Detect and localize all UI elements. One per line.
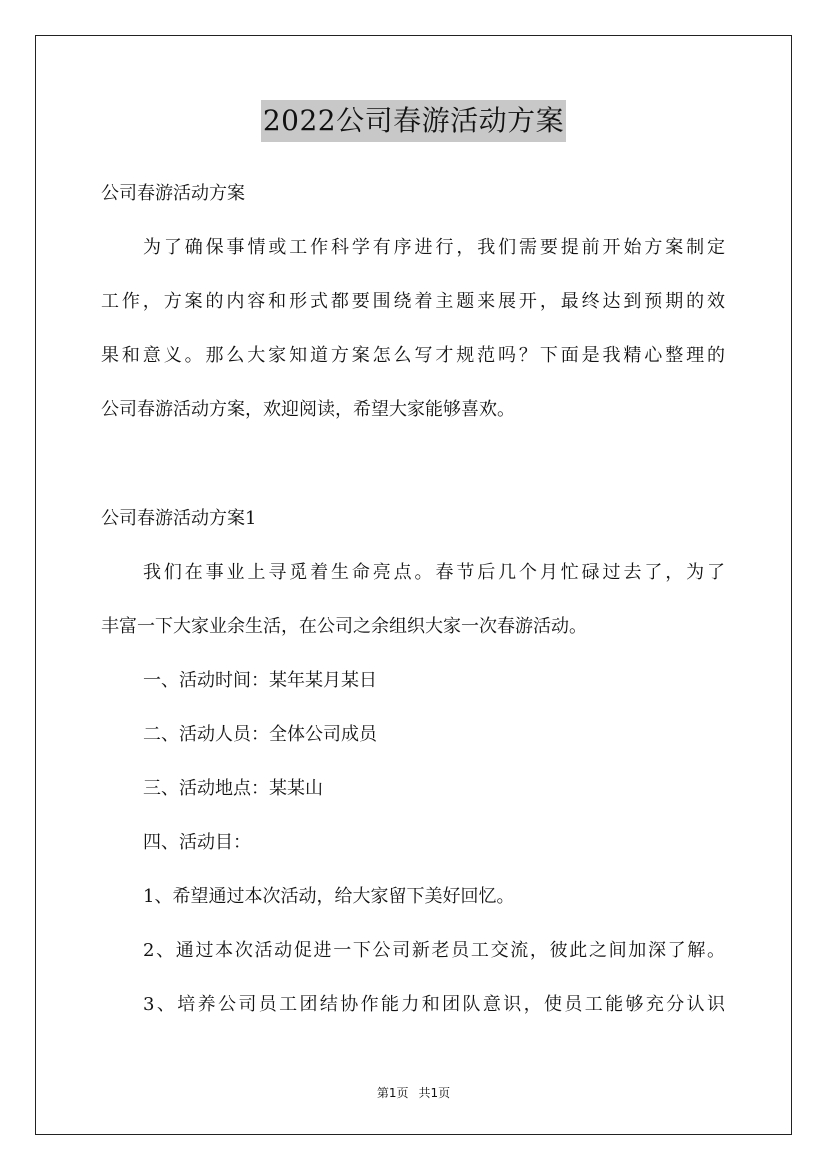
intro-heading: 公司春游活动方案	[101, 183, 245, 204]
page-number: 第1页	[376, 1086, 409, 1100]
page-footer	[0, 1085, 827, 1101]
title-container	[0, 100, 827, 142]
page-total: 共1页	[418, 1086, 451, 1100]
list-item: 二、活动人员：全体公司成员	[143, 724, 377, 745]
intro-paragraph-line: 公司春游活动方案，欢迎阅读，希望大家能够喜欢。	[101, 399, 515, 420]
intro-paragraph-line: 为了确保事情或工作科学有序进行，我们需要提前开始方案制定	[143, 237, 725, 258]
section-paragraph-line: 丰富一下大家业余生活，在公司之余组织大家一次春游活动。	[101, 616, 587, 637]
section-heading: 公司春游活动方案1	[101, 508, 257, 529]
list-item: 四、活动目：	[143, 832, 251, 853]
intro-paragraph-line: 果和意义。那么大家知道方案怎么写才规范吗？下面是我精心整理的	[101, 345, 725, 366]
section-paragraph-line: 我们在事业上寻觅着生命亮点。春节后几个月忙碌过去了，为了	[143, 562, 725, 583]
list-item: 三、活动地点：某某山	[143, 778, 323, 799]
intro-paragraph-line: 工作，方案的内容和形式都要围绕着主题来展开，最终达到预期的效	[101, 291, 725, 312]
document-title: 2022公司春游活动方案	[261, 100, 566, 142]
list-item: 2、通过本次活动促进一下公司新老员工交流，彼此之间加深了解。	[143, 940, 725, 961]
list-item: 1、希望通过本次活动，给大家留下美好回忆。	[143, 886, 515, 907]
list-item: 一、活动时间：某年某月某日	[143, 670, 377, 691]
list-item: 3、培养公司员工团结协作能力和团队意识，使员工能够充分认识	[143, 994, 725, 1015]
